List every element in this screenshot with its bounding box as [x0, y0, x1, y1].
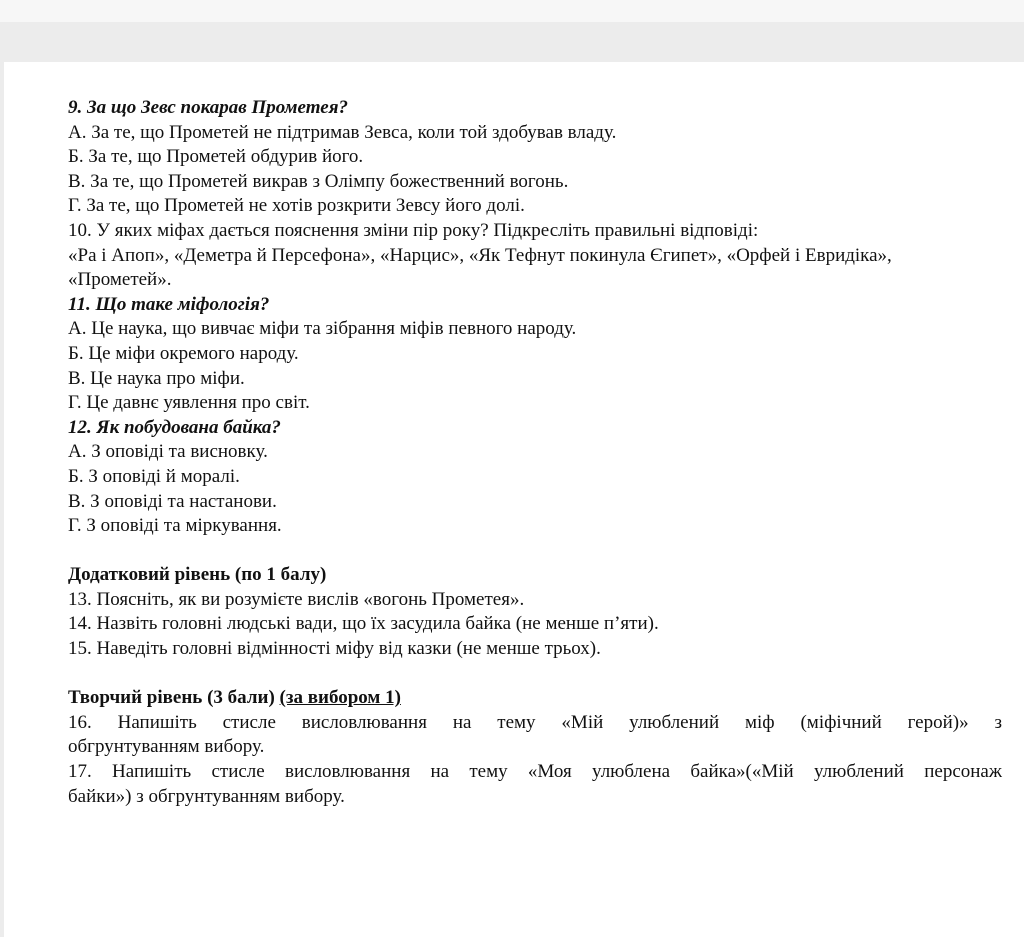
question-17-line-2: байки») з обгрунтуванням вибору.: [68, 785, 345, 807]
question-9-option-d: Г. За те, що Прометей не хотів розкрити Зевсу його долі.: [68, 195, 525, 217]
question-13: 13. Поясніть, як ви розумієте вислів «вогонь Прометея».: [68, 588, 525, 610]
question-9-title: 9. За що Зевс покарав Прометея?: [68, 97, 348, 118]
question-11-option-a: А. Це наука, що вивчає міфи та зібрання міфів певного народу.: [68, 318, 577, 340]
question-12-option-c: В. З оповіді та настанови.: [68, 490, 277, 512]
question-11-title: 11. Що таке міфологія?: [68, 293, 270, 315]
question-10-text: 10. У яких міфах дається пояснення зміни пір року? Підкресліть правильні відповіді:: [68, 219, 759, 241]
creative-level-choice: (за вибором 1): [279, 687, 401, 709]
question-16-line-1: 16. Напишіть стисле висловлювання на тему «Мій улюблений міф (міфічний герой)» з: [68, 711, 1002, 733]
question-12-option-a: А. З оповіді та висновку.: [68, 441, 268, 463]
question-12-title: 12. Як побудована байка?: [68, 416, 281, 438]
document-page: [4, 62, 1024, 937]
viewer-top-bar: [0, 0, 1024, 22]
question-17-line-1: 17. Напишіть стисле висловлювання на тему «Моя улюблена байка»(«Мій улюблений персонаж: [68, 761, 1002, 783]
question-12-option-d: Г. З оповіді та міркування.: [68, 515, 282, 537]
question-11-option-b: Б. Це міфи окремого народу.: [68, 342, 299, 364]
spacer: [68, 539, 1002, 564]
creative-level-title: Творчий рівень (3 бали): [68, 687, 275, 709]
question-11-option-d: Г. Це давнє уявлення про світ.: [68, 392, 310, 414]
creative-level-heading: [68, 686, 1002, 711]
document-content: [68, 96, 1002, 809]
question-12-option-b: Б. З оповіді й моралі.: [68, 465, 240, 487]
question-16-line-2: обгрунтуванням вибору.: [68, 736, 265, 758]
question-9-option-c: В. За те, що Прометей викрав з Олімпу божественний вогонь.: [68, 170, 569, 192]
spacer: [68, 662, 1002, 687]
additional-level-heading: Додатковий рівень (по 1 балу): [68, 564, 327, 586]
question-10-list-line-2: «Прометей».: [68, 269, 172, 291]
question-14: 14. Назвіть головні людські вади, що їх засудила байка (не менше п’яти).: [68, 613, 659, 635]
question-9-option-a: А. За те, що Прометей не підтримав Зевса, коли той здобував владу.: [68, 121, 617, 143]
question-15: 15. Наведіть головні відмінності міфу від казки (не менше трьох).: [68, 638, 601, 660]
question-10-list-line-1: «Ра і Апоп», «Деметра й Персефона», «Нарцис», «Як Тефнут покинула Єгипет», «Орфей і Евридіка»,: [68, 244, 892, 266]
question-11-option-c: В. Це наука про міфи.: [68, 367, 245, 389]
question-9-option-b: Б. За те, що Прометей обдурив його.: [68, 146, 364, 168]
